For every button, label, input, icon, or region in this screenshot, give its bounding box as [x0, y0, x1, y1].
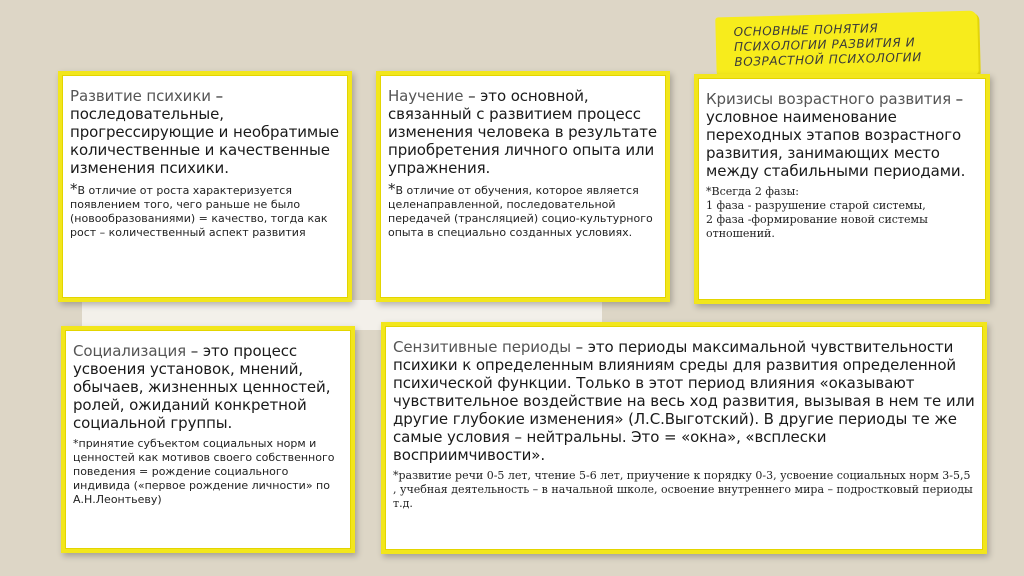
title-banner: [715, 11, 979, 82]
card-term: Научение: [388, 87, 464, 105]
card-note: [388, 182, 660, 240]
card-definition: [70, 87, 342, 177]
card-note: [70, 182, 342, 240]
card-note: *принятие субъектом социальных норм и ценностей как мотивов своего собственного поведения = рождение социального индивида («первое рождение личности» по А.Н.Леонтьеву): [73, 437, 335, 506]
banner-line-1: ОСНОВНЫЕ ПОНЯТИЯ: [733, 21, 879, 39]
card-learning: [376, 71, 670, 302]
banner-line-2: ПСИХОЛОГИИ РАЗВИТИЯ И: [733, 35, 916, 54]
asterisk: *: [70, 180, 78, 198]
card-term: Сензитивные периоды: [393, 338, 572, 356]
definition-text: – условное наименование переходных этапов возрастного развития, занимающих место между стабильными периодами.: [706, 90, 966, 180]
card-crises: [694, 74, 990, 304]
card-term: Развитие психики: [70, 87, 211, 105]
card-definition: [388, 87, 660, 177]
card-sensitive-periods: [381, 322, 987, 554]
card-note: [706, 185, 980, 241]
banner-line-3: ВОЗРАСТНОЙ ПСИХОЛОГИИ: [734, 50, 923, 69]
definition-text: – последовательные, прогрессирующие и необратимые количественные и качественные изменения психики.: [70, 87, 339, 177]
note-phase-1: 1 фаза - разрушение старой системы,: [706, 199, 926, 212]
card-definition: [393, 338, 977, 464]
definition-text: – это процесс усвоения установок, мнений, обычаев, жизненных ценностей, ролей, ожиданий конкретной социальной группы.: [73, 342, 331, 432]
banner-title: [733, 19, 968, 70]
definition-text: – это периоды максимальной чувствительности психики к определенным влияниям среды для развития определенной психической функции. Только в этот период влияния «оказывают чувствительное воздействие на весь ход развития, вызывая в нем те или другие глубокие изменения» (Л.С.Выготский). В другие периоды те же самые условия – нейтральны. Это = «окна», «всплески восприимчивости».: [393, 338, 975, 464]
card-socialization: [61, 326, 355, 553]
note-phase-2: 2 фаза -формирование новой системы отношений.: [706, 213, 928, 240]
note-text: В отличие от обучения, которое является целенаправленной, последовательной передачей (трансляцией) социо-культурного опыта в специально созданных условиях.: [388, 184, 653, 239]
definition-text: – это основной, связанный с развитием процесс изменения человека в результате приобретения личного опыта или упражнения.: [388, 87, 658, 177]
card-term: Кризисы возрастного развития: [706, 90, 951, 108]
card-definition: [706, 90, 980, 180]
card-note: *развитие речи 0-5 лет, чтение 5-6 лет, приучение к порядку 0-3, усвоение социальных норм 3-5,5 , учебная деятельность – в начальной школе, освоение внутреннего мира – подростковый периоды т.д.: [393, 469, 973, 510]
card-development: [58, 71, 352, 302]
card-term: Социализация: [73, 342, 187, 360]
note-text: В отличие от роста характеризуется появлением того, чего раньше не было (новообразованиями) = качество, тогда как рост – количественный аспект развития: [70, 184, 328, 239]
asterisk: *: [388, 180, 396, 198]
note-intro: *Всегда 2 фазы:: [706, 185, 799, 198]
card-definition: [73, 342, 345, 432]
